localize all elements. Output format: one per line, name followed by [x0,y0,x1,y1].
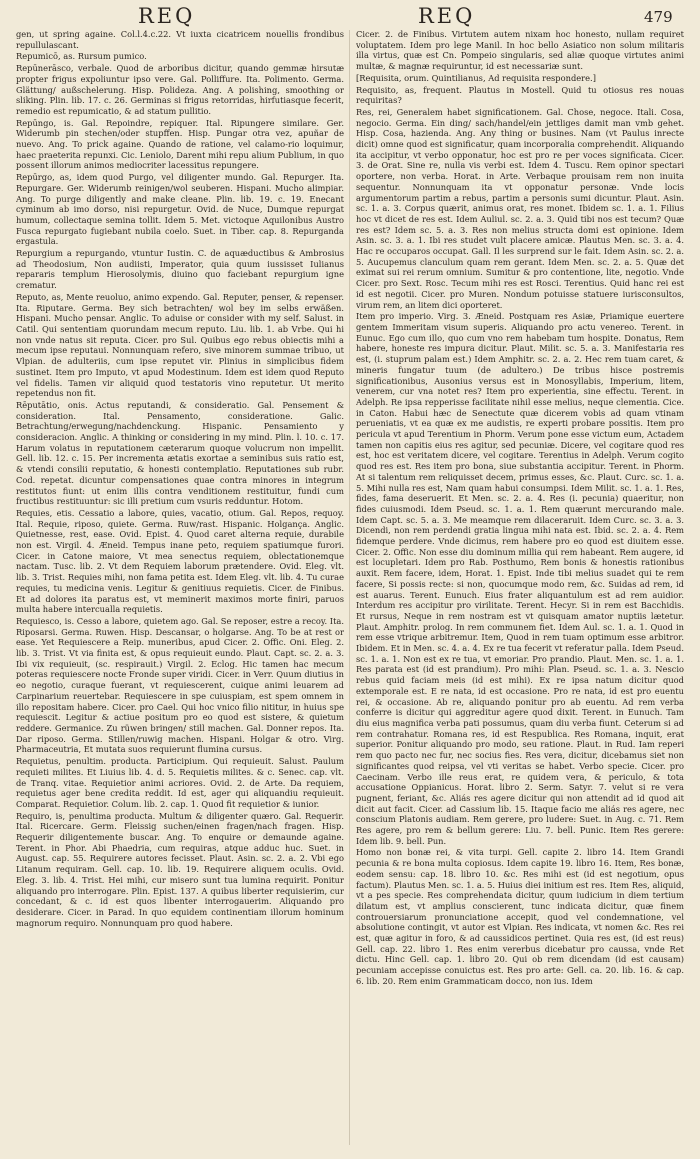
entry-repurgium: Repurgium a repurgando, vtuntur Iustin. C. de aquæductibus & Ambrosius ad Theodosium, Non audiisti, Imperator, quia quum iussisset Iulianus repararis templum Hierosolymis, diuino quo faciebant repurgium igne crematur. [16,248,344,291]
entry-reputatio: Rēputātio, onis. Actus reputandi, & consideratio. Gal. Pensement & consideration. Ital. Pensamento, consideratione. Galic. Betrachtung/erwegung/nachdenckung. Hispanic. Pensamiento y consideracion. Anglic. A thinking or considering in my mind. Plin. l. 10. c. 17. Harum volatus in reputationem cæterarum quoque volucrum non impellit. Gell. lib. 12. c. 15. Per incrementa ætatis exortae a seminibus suis ratio est, & vtendi consilii reputatio, & honesti contemplatio. Reputationes sub rubr. Cod. repetat. dicuntur compensationes quae contra minores in integrum restitutos fiunt: ut enim illis contra venditionem restituitur, fundi cum fructibus restituuntur: sic illi pretium cum vsuris redduntur. Hotom. [16,399,344,507]
entry-requisito: Requisito, as, frequent. Plautus in Mostell. Quid tu otiosus res nouas requiritas? [356,84,684,106]
column-divider [349,30,350,1145]
entry-requisita: [Requisita, orum. Quintilianus, Ad requisita respondere.] [356,72,596,83]
entry-requiro: Requiro, is, penultima producta. Multum & diligenter quæro. Gal. Requerir. Ital. Ricercare. Germ. Fleissig suchen/einen fragen/nach fragen. Hisp. Requerir diligentemente buscar. Ang. To enquire or demaunde againe. Terent. in Phor. Abi Phaedria, cum requiras, atque adduc huc. Suet. in August. cap. 55. Requirere autores fecisset. Plaut. Asin. sc. 2. a. 2. Vbi ego Litanum requiram. Gell. cap. 10. lib. 19. Requirere aliquem oculis. Ovid. Eleg. 3. lib. 4. Trist. Hei mihi, cur misero sunt tua lumina requirit. Ponitur aliquando pro interrogare. Plin. Epist. 137. A quibus liberter requisierim, cur concedant, & c. id est quos libenter interrogauerim. Aliquando pro desiderare. Cicer. in Parad. In quo equidem continentiam illorum hominum magnorum requiro. Nonnunquam pro quod habere. [16,810,344,928]
right-column [356,28,684,1153]
header-right-catchword: REQ [418,4,476,28]
entry-repungo: Repūngo, is. Gal. Repoindre, repiquer. Ital. Ripungere similare. Ger. Widerumb pin stechen/oder stupffen. Hisp. Pungar otra vez, apuñar de nuevo. Ang. To prick againe. Quando de ratione, vel calamo-rio loquimur, haec praeterita repunxi. Cic. Leniolo, Darent mihi repu alium Publium, in quo possent illorum animos mediocriter lacessitus repungere. [16,117,344,171]
entry-res-homo: Homo non bonæ rei, & vita turpi. Gell. capite 2. libro 14. Item Grandi pecunia & re bona multa copiosus. Idem capite 19. libro 16. Item, Res bonæ, eodem sensu: cap. 18. libro 10. &c. Res mihi est (id est negotium, opus factum). Plautus Men. sc. 1. a. 5. Huius diei initium est res. Item Res, aliquid, vt a pes specie. Res comprehendata dicitur, quum iudicium in diem tertium dilatum est, vt amplius conscierent, tunc indicata dicitur, quæ finem controuersiarum pronunciatione accepit, quod vel condemnatione, vel absolutione contingit, vt autor est Vlpian. Res indicata, vt nomen &c. Res rei est, quæ agitur in foro, & ad caussidicos pertinet. Quia res est, (id est reus) Gell. cap. 22. libro 1. Res enim vererbus dicebatur pro caussa, vnde Ret dictu. Hinc Gell. cap. 1. libro 20. Qui ob rem dicendam (id est causam) pecuniam accepisse conuictus est. Res pro arte: Gell. ca. 20. lib. 16. & cap. 6. lib. 20. Rem enim Grammaticam docco, non ius. Idem [356,847,684,986]
entry-requietus: Requietus, penultim. producta. Participium. Qui requieuit. Salust. Paulum requieti milites. Et Liuius lib. 4. d. 5. Requietis milites. & c. Senec. cap. vlt. de Tranq. vitae. Requietior animi acriores. Ovid. 2. de Arte. Da requiem, requietus ager bene credita reddit. Id est, ager qui aliquandiu requieuit. Comparat. Requietior. Colum. lib. 2. cap. 1. Quod fit requietior & iunior. [16,756,344,809]
entry-requies: Requies, etis. Cessatio a labore, quies, vacatio, otium. Gal. Repos, requoy. Ital. Requie, riposo, quiete. Germa. Ruw/rast. Hispanic. Holgança. Anglic. Quietnesse, rest, ease. Ovid. Epist. 4. Quod caret alterna requie, durabile non est. Virgil. 4. Æneid. Tempus inane peto, requiem spatiumque furori. Cicer. in Catone maiore, Vt mea senectus requiem, oblectationemque nactam. Tusc. lib. 2. Vt dem Requiem laborum prætendere. Ovid. Eleg. vlt. lib. 3. Trist. Requies mihi, non fama petita est. Idem Eleg. vlt. lib. 4. Tu curae requies, tu medicina venis. Legitur & genitiuus requietis. Cicer. de Finibus. Et ad dolores ita paratus est, vt meminerit maximos morte finiri, paruos multa habere intercualla requietis. [16,507,344,615]
entry-repumico: Repumicō, as. Rursum pumico. [16,51,147,62]
running-header [0,2,700,28]
page-number: 479 [644,8,673,26]
header-left-catchword: REQ [138,4,196,28]
entry-res-imperio: Item pro imperio. Virg. 3. Æneid. Postquam res Asiæ, Priamique euertere gentem Immeritam visum superis. Aliquando pro actu venereo. Terent. in Eunuc. Ego cum illo, quo cum vno rem habebam tum hospite. Donatus, Rem habere, honeste res impura dicitur. Plaut. Milit. sc. 5. a. 3. Manifestaria res est, (i. stuprum palam est.) Idem Amphitr. sc. 2. a. 2. Hec rem tuam caret, & mineris fungatur tuum (de adultero.) De tribus hisce postremis significationibus, Ausonius versus est in Monosyllabis, Imperium, litem, venerem, cur vna notet res? Item pro experientia, sine effectu. Terent. in Adelph. Re ipsa repperisse facilitate nihil esse melius, neque clementia. Cice. in Caton. Habui hæc de Senectute quæ dicerem vobis ad quam vtinam perueniatis, vt ea quæ ex me audistis, re experti probare possitis. Item pro pericula vt apud Terentium in Phorm. Verum pone esse victum eum, Actadem tamen non capitis eius res agitur, sed pecuniæ. Dicere, vel cogitare quod res est, hoc est veritatem dicere, vel cogitare. Terentius in Adelph. Verum cogito quod res est. Res item pro bona, siue substantia accipitur. Terent. in Phorm. At si talentum rem reliquisset decem, primus esses, &c. Plaut. Curc. sc. 1. a. 5. Mihi nulla res est, Nam quam habui consumpsi. Idem Milit. sc. 1. a. 1. Res, fides, fama deseruerit. Et Men. sc. 2. a. 4. Res (i. pecunia) quaeritur, non fides cuiusmodi. Idem Pseud. sc. 1. a. 1. Rem quærunt mercurando male. Idem Capt. sc. 5. a. 3. Me meamque rem dilaceraruit. Idem Curc. sc. 3. a. 3. Dicendi, non rem perdendi gratia lingua mihi nata est. Ibid. sc. 2. a. 4. Rem fidemque perdere. Vnde dicimus, rem habere pro eo quod est diuitem esse. Cicer. 2. Offic. Non esse diu dominum millia qui rem habeant. Rem augere, id est locupletari. Idem pro Rab. Posthumo, Rem bonis & honestis rationibus auxit. Rem facere, idem, Horat. 1. Epist. Inde tibi melius suadet qui te rem facere, Si possis recte: si non, quocumque modo rem, &c. Suidas ad rem, id est auarus. Terent. Eunuch. Eius frater aliquantulum est ad rem auidior. Interdum res accipitur pro virilitate. Terent. Hecyr. Si in rem est Bacchidis. Et rursus, Neque in rem nostram est vt quisquam amator nuptiis lætetur. Plaut. Amphitr. prolog. In rem communem fiet. Idem Aul. sc. 1. a. 1. Quod in rem esse vtrique arbitremur. Item, Quod in rem tuam optimum esse arbitror. Ibidem. Et in Men. sc. 4. a. 4. Ex re tua fecerit vt referatur palla. Idem Pseud. sc. 1. a. 1. Non est ex re tua, vt emoriar. Pro prandio. Plaut. Men. sc. 1. a. 1. Res parata est (id est prandium). Pro mihi: Plan. Pseud. sc. 1. a. 3. Nescio rebus quid faciam meis (id est mihi). Ex re ipsa natum dicitur quod extemporale est. E re nata, id est occasione. Pro re nata, id est pro euentu rei, & occasione. Ab re, aliquando ponitur pro ab euentu. Ad rem verba conferre is dicitur qui aggreditur agere quod dixit. Terent. in Eunuch. Tam diu eius magnifica verba pati possumus, quam diu verba fiunt. Ceterum si ad rem contrahatur. Romana res, id est Respublica. Res Romana, inquit, erat superior. Ponitur aliquando pro modo, seu ratione. Plaut. in Rud. Iam reperi rem quo pacto nec fur, nec socius fies. Res vera, dicitur, dicebamus siet non significantes quod reipsa, vel vti veritas se habet. Verbo specie. Cicer. pro Caecinam. Verbo ille reus erat, re quidem vera, & periculo, & tota accusatione Oppianicus. Horat. libro 2. Serm. Satyr. 7. velut si re vera pugnent, feriant, &c. Aliás res agere dicitur qui non attendit ad id quod ait dicit aut facit. Cicer. ad Cassium lib. 15. Itaque facio me aliás res agere, nec conscium Platonis audiam. Rem gerere, pro ludere: Suet. in Aug. c. 71. Rem Res agere, pro rem & bellum gerere: Liu. 7. bell. Punic. Item Res gerere: Idem lib. 9. bell. Pun. [356,311,684,846]
entry-requiesco: Requiesco, is. Cesso a labore, quietem ago. Gal. Se reposer, estre a recoy. Ita. Riposarsi. Germa. Ruwen. Hisp. Descansar, o holgarse. Ang. To be at rest or ease. Yet Requiescere a Reip. muneribus, apud Cicer. 2. Offic. Oni. Eleg. 2. lib. 3. Trist. Vt via finita est, & opus requieuit eundo. Plaut. Capt. sc. 2. a. 3. Ibi vix requieuit, (sc. respirauit.) Virgil. 2. Eclog. Hic tamen hac mecum poteras requiescere nocte Fronde super viridi. Cicer. in Verr. Quum diutius in eo negotio, curaque fuerant, vt requiescerent, cuique animi leuarem ad Carpinarium reuertebar. Requiescere in spe cuiuspiam, est spem omnem in illo repositam habere. Cicer. pro Cael. Qui hoc vnico filio nititur, in huius spe requiescit. Legitur & actiue positum pro eo quod est sistere, & quietum reddere. Germanice. Zu rüwen bringen/ still machen. Gal. Donner repos. Ita. Dar riposo. Germa. Stillen/ruwig machen. Hispani. Holgar & otro. Virg. Pharmaceutria, Et mutata suos requierunt flumina cursus. [16,615,344,755]
entry-res: Res, rei, Generalem habet significationem. Gal. Chose, negoce. Itali. Cosa, negocio. Germa. Ein ding/ sach/handel/ein jettliges damit man vmb gehet. Hisp. Cosa, hazienda. Ang. Any thing or busines. Nam (vt Paulus inrecte dicit) omne quod est significatur, quam incorporalia comprehendit. Aliquando ita accipitur, vt verbo opponatur, hoc est pro re per voces significata. Cicer. 3. de Orat. Sine re, nulla vis verbi est. Idem 4. Tuscu. Rem opinor spectari oportere, non verba. Horat. in Arte. Verbaque prouisam rem non inuita sequentur. Nonnunquam ita vt opponatur personæ. Vnde locis argumentorum partim a rebus, partim a personis sumi dicuntur. Plaut. Asin. sc. 1. a. 3. Corpus quærit, animus orat, res monet. Ibidem sc. 1. a. 1. Filius hoc vt dicet de res est. Idem Auliul. sc. 2. a. 3. Quid tibi nos est tecum? Quæ res est? Idem sc. 5. a. 3. Res non melius structa domi est opinione. Idem Asin. sc. 3. a. 1. Ibi res studet vult placere amicæ. Plautus Men. sc. 3. a. 4. Hac re occuparos occupat. Gall. Il les surprend sur le fait. Idem Asin. sc. 2. a. 5. Aucupemus clanculum quam rem gerant. Idem Men. sc. 2. a. 5. Quæ det eximat sui rei rerum omnium. Sumitur & pro contentione, lite, negotio. Vnde Cicer. pro Sext. Rosc. Tecum mihi res est Rosci. Terentius. Quid hanc rei est id est negotii. Cicer. pro Muren. Nondum potuisse statuere iurisconsultos, virum rem, an litem dici oporteret. [356,106,684,310]
entry-requiro-continued: Cicer. 2. de Finibus. Virtutem autem nixam hoc honesto, nullam requiret voluptatem. Idem pro lege Manil. In hoc bello Asiatico non solum militaris illa virtus, quæ est Cn. Pompeio singularis, sed aliæ quoque virtutes animi multæ, & magnæ requiruntur, id est necessariæ sunt. [356,29,684,72]
left-column [16,28,344,1153]
entry-repullulasco-tail: gen, ut spring againe. Col.l.4.c.22. Vt iuxta cicatricem nouellis frondibus repullulascant. [16,29,344,50]
entry-reputo: Reputo, as, Mente reuoluo, animo expendo. Gal. Reputer, penser, & repenser. Ita. Riputare. Germa. Bey sich betrachten/ wol bey im selbs erwäßen. Hispani. Mucho pensar. Anglic. To aduise or consider with my self. Salust. in Catil. Qui sententiam quorundam mecum reputo. Liu. lib. 1. ab Vrbe. Qui hi non vnde natus sit reputa. Cicer. pro Sul. Quibus ego rebus obiectis mihi a mecum ipse reputaui. Nonnunquam refero, sive minorem summae tribuo, ut Vlpian. de adulteriis, cum ipse reputet vir. Plinius in simplicibus fidem sustinet. Item pro Imputo, vt apud Modestinum. Idem est idem quod Reputo vel fidelis. Tamen vir aliquid quod testatoris vino reputetur. Ut merito repetendus non fit. [16,291,344,399]
entry-repurgo: Repūrgo, as, idem quod Purgo, vel diligenter mundo. Gal. Repurger. Ita. Repurgare. Ger. Widerumb reinigen/wol seuberen. Hispani. Mucho alimpiar. Ang. To purge diligently and make cleane. Plin. lib. 19. c. 19. Enecant cyminum ab imo dorso, nisi repurgetur. Ovid. de Nuce, Dumque repurgat humum, collectaque semina tollit. Idem 5. Met. victoque Aquilonibus Austro Fusca repurgato fugiebant nubila coelo. Suet. in Tiber. cap. 8. Repurganda ergastula. [16,172,344,247]
entry-repumicatio: Repūnerāsco, verbale. Quod de arboribus dicitur, quando gemmæ hirsutæ propter frigus expoliuntur ipso vere. Gal. Polliffure. Ita. Polimento. Germa. Glättung/ außschelerung. Hisp. Polideza. Ang. A polishing, smoothing or sliking. Plin. lib. 17. c. 26. Germinas si frigus retorridas, hirfutiasque fecerit, remedio est repumicatio, & ad statum pullitio. [16,63,344,116]
